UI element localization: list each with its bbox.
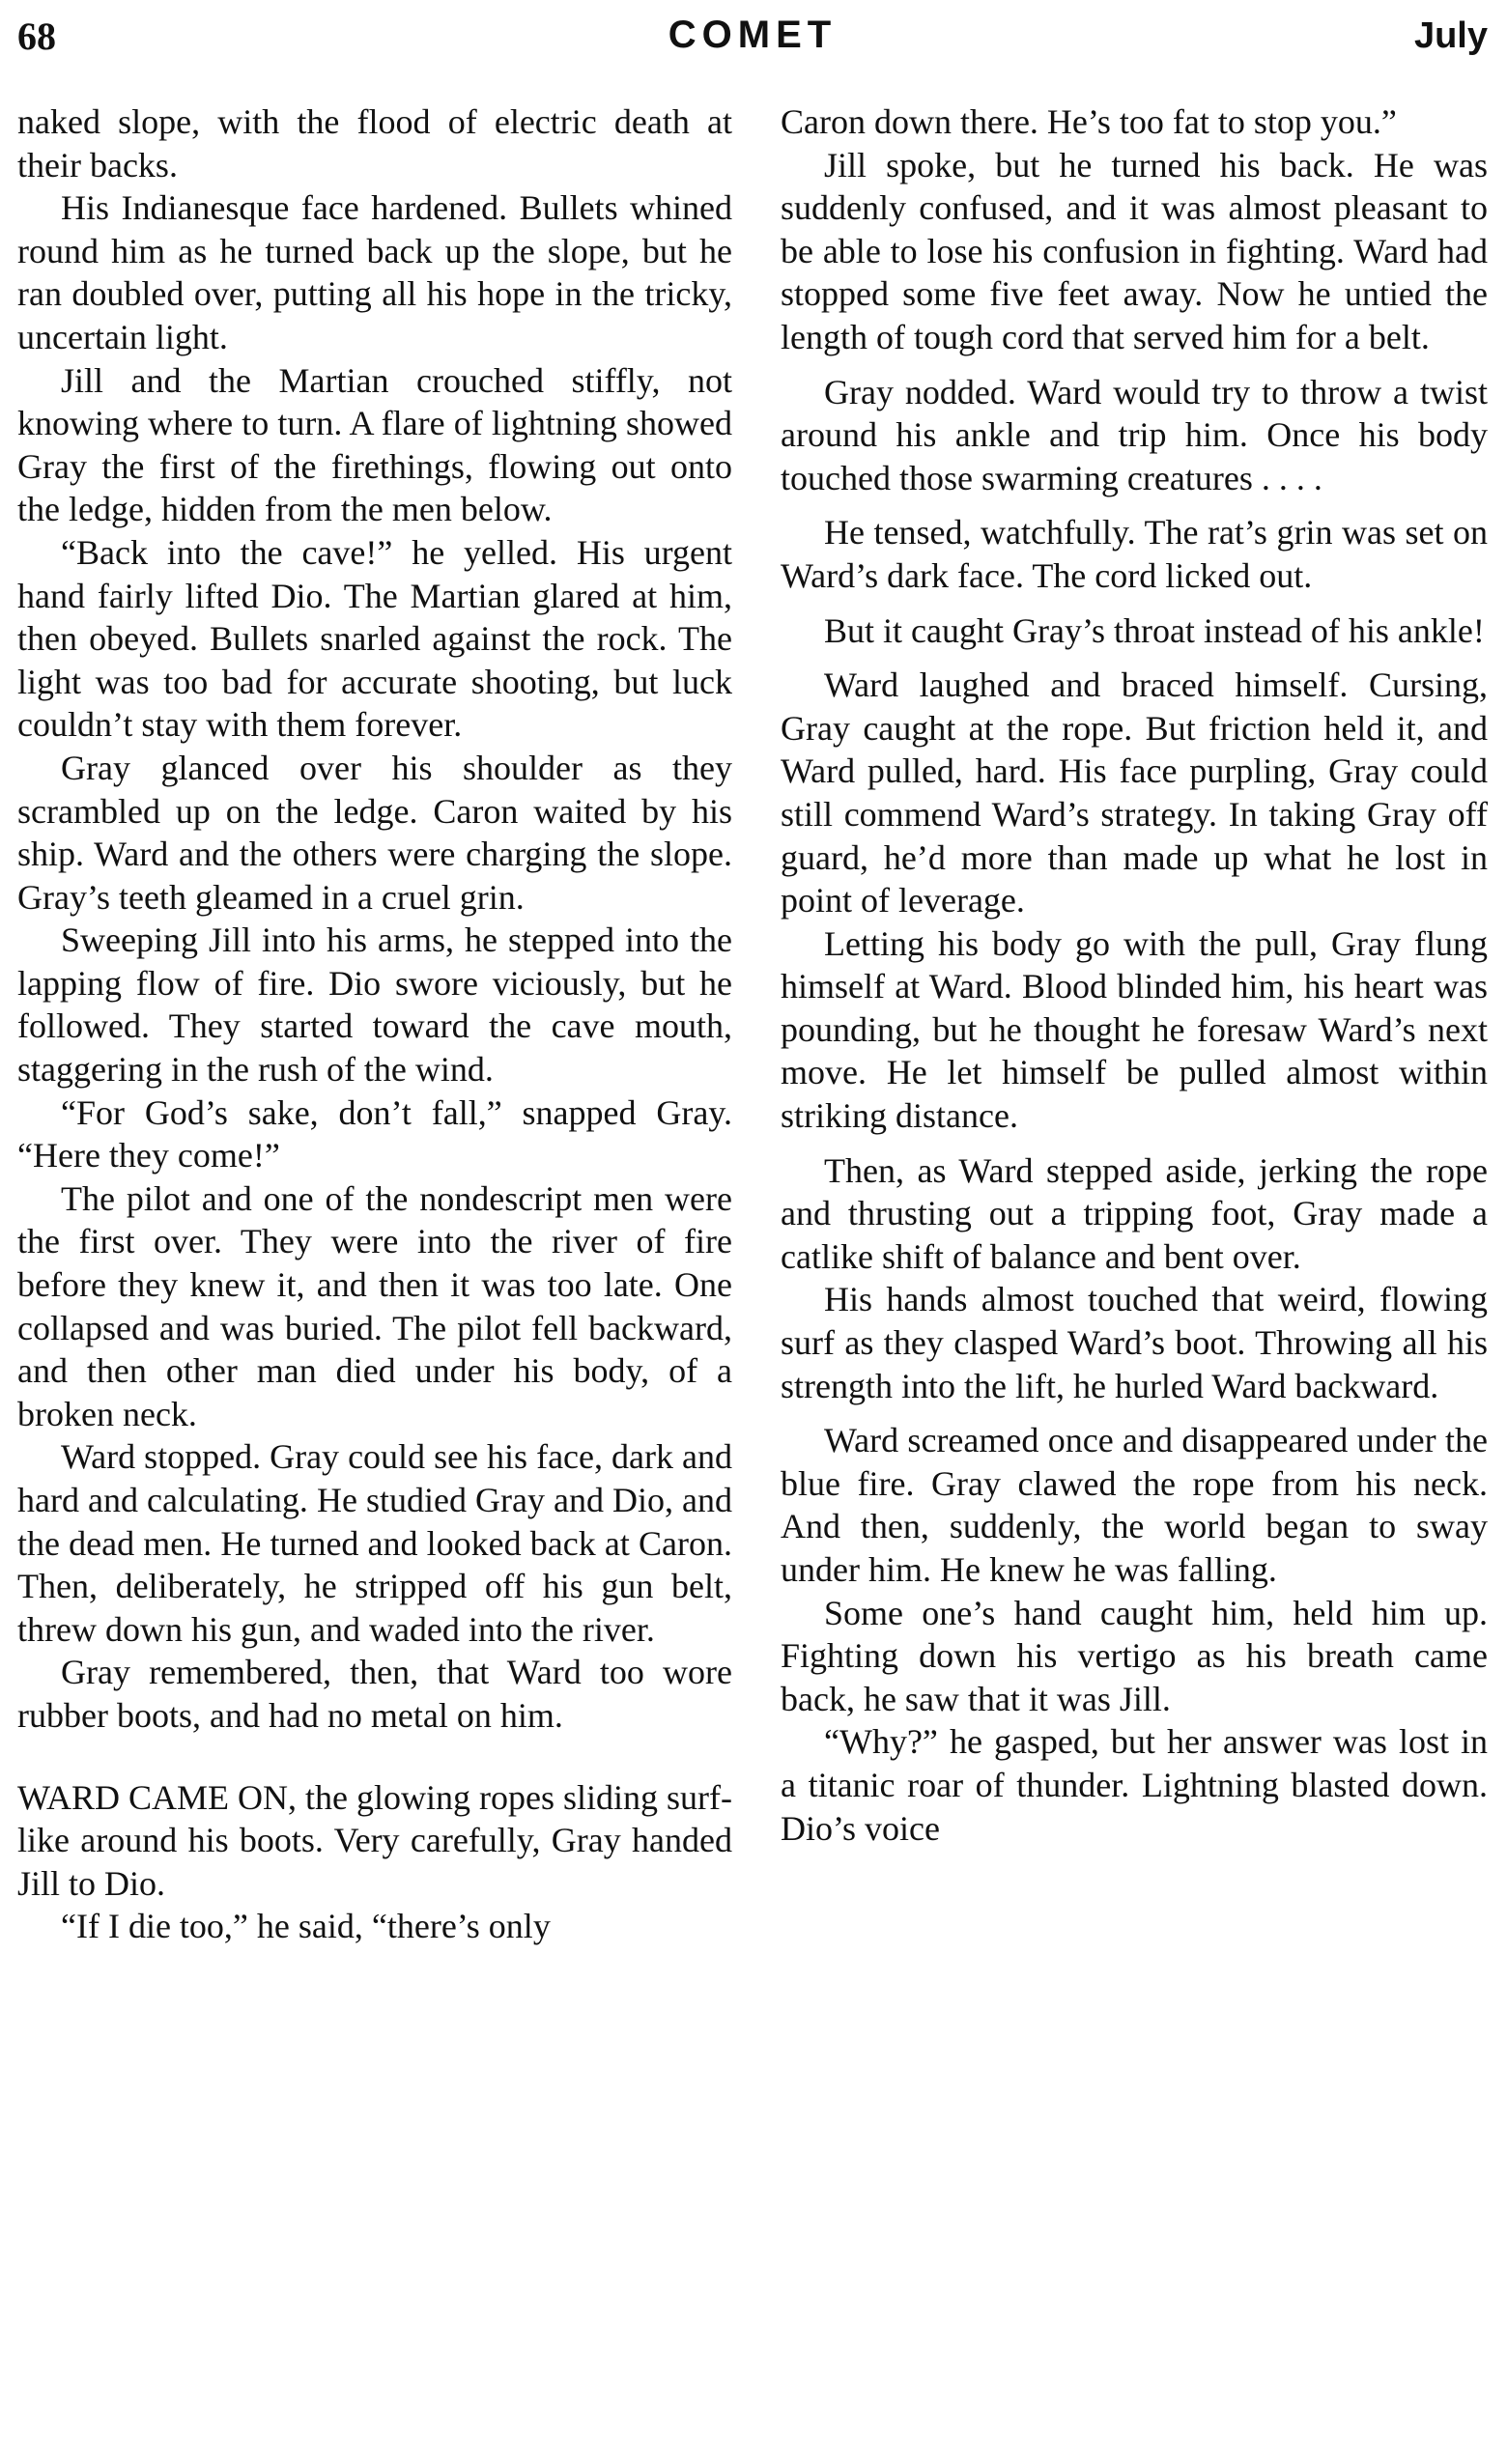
paragraph: His Indianesque face hardened. Bullets whined round him as he turned back up the slope, but he ran doubled over, putting all his hope in the tricky, uncertain light. [17,188,732,356]
page-number: 68 [17,14,56,58]
paragraph: “If I die too,” he said, “there’s only [61,1907,551,1946]
paragraph: “For God’s sake, don’t fall,” snapped Gray. “Here they come!” [17,1092,732,1175]
paragraph: Then, as Ward stepped aside, jerking the rope and thrusting out a tripping foot, Gray made a catlike shift of balance and bent over. [781,1150,1488,1276]
paragraph: Ward laughed and braced himself. Cursing, Gray caught at the rope. But friction held it, and Ward pulled, hard. His face purpling, Gray could still commend Ward’s strategy. In taking Gray off guard, he’d more than made up what he lost in point of leverage. [781,666,1488,920]
paragraph: “Why?” he gasped, but her answer was lost in a titanic roar of thunder. Lightning blasted down. Dio’s voice [781,1722,1488,1848]
paragraph: Gray glanced over his shoulder as they scrambled up on the ledge. Caron waited by his ship. Ward and the others were charging the slope. Gray’s teeth gleamed in a cruel grin. [17,748,732,917]
paragraph: Some one’s hand caught him, held him up. Fighting down his vertigo as his breath came back, he saw that it was Jill. [781,1593,1488,1718]
paragraph: Sweeping Jill into his arms, he stepped into the lapping flow of fire. Dio swore viciously, but he followed. They started toward the cave mouth, staggering in the rush of the wind. [17,920,732,1090]
section-paragraph [17,1776,732,1906]
paragraph: Gray remembered, then, that Ward too wore rubber boots, and had no metal on him. [17,1653,732,1735]
paragraph: Letting his body go with the pull, Gray flung himself at Ward. Blood blinded him, his heart was pounding, but he thought he foresaw Ward’s next move. He let himself be pulled almost within striking distance. [781,923,1488,1136]
paragraph: Ward stopped. Gray could see his face, dark and hard and calculating. He studied Gray and Dio, and the dead men. He turned and looked back at Caron. Then, deliberately, he stripped off his gun belt, threw down his gun, and waded into the river. [17,1437,732,1649]
paragraph: He tensed, watchfully. The rat’s grin was set on Ward’s dark face. The cord licked out. [781,513,1488,595]
section-rest: the glowing ropes sliding surf-like around his boots. Very carefully, Gray handed Jill to Dio. [17,1777,732,1903]
page-header [17,14,1488,60]
paragraph: The pilot and one of the nondescript men were the first over. They were into the river of fire before they knew it, and then it was too late. One collapsed and was buried. The pilot fell backward, and then other man died under his body, of a broken neck. [17,1178,732,1433]
issue-month: July [1413,15,1488,56]
left-column [17,100,732,1948]
paragraph: naked slope, with the flood of electric death at their backs. [17,102,732,184]
section-lead: WARD CAME ON, [17,1777,298,1817]
paragraph: But it caught Gray’s throat instead of his ankle! [824,610,1485,650]
paragraph: Jill and the Martian crouched stiffly, not knowing where to turn. A flare of lightning showed Gray the first of the firethings, flowing out onto the ledge, hidden from the men below. [17,360,732,529]
paragraph: Jill spoke, but he turned his back. He was suddenly confused, and it was almost pleasant to be able to lose his confusion in fighting. Ward had stopped some five feet away. Now he untied the length of tough cord that served him for a belt. [781,145,1488,356]
paragraph: Ward screamed once and disappeared under the blue fire. Gray clawed the rope from his neck. And then, suddenly, the world began to sway under him. He knew he was falling. [781,1421,1488,1589]
paragraph: His hands almost touched that weird, flowing surf as they clasped Ward’s boot. Throwing all his strength into the lift, he hurled Ward backward. [781,1280,1488,1405]
right-column [781,100,1488,1850]
paragraph: “Back into the cave!” he yelled. His urgent hand fairly lifted Dio. The Martian glared at him, then obeyed. Bullets snarled against the rock. The light was too bad for accurate shooting, but luck couldn’t stay with them forever. [17,532,732,745]
magazine-title: COMET [668,14,838,56]
paragraph: Caron down there. He’s too fat to stop you.” [781,102,1397,141]
paragraph: Gray nodded. Ward would try to throw a twist around his ankle and trip him. Once his body touched those swarming creatures . . . . [781,372,1488,497]
